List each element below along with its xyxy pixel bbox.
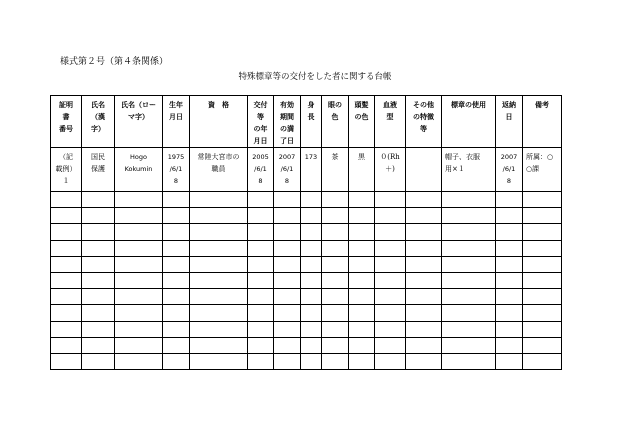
col-header-other-features: その他 の特徴 等 [406,96,442,148]
blank-cell [442,305,496,321]
blank-cell [51,353,82,369]
blank-cell [301,337,322,353]
blank-cell [496,240,523,256]
blank-cell [51,337,82,353]
blank-cell [163,224,190,240]
blank-cell [375,240,406,256]
blank-cell [274,240,301,256]
blank-cell [442,353,496,369]
blank-cell [248,289,274,305]
blank-cell [375,192,406,208]
blank-cell [274,256,301,272]
blank-cell [82,305,115,321]
blank-cell [349,305,375,321]
cell-expiry-date: 2007 /6/1 8 [274,148,301,192]
cell-name-romaji: Hogo Kokumin [115,148,163,192]
blank-row [51,337,562,353]
cell-return-date: 2007 /6/1 8 [496,148,523,192]
blank-cell [190,337,248,353]
blank-cell [496,353,523,369]
col-header-name-romaji: 氏名（ロー マ字） [115,96,163,148]
blank-cell [375,337,406,353]
blank-cell [190,289,248,305]
blank-cell [349,208,375,224]
cell-issue-date: 2005 /6/1 8 [248,148,274,192]
blank-cell [496,208,523,224]
example-row [51,148,562,192]
blank-cell [442,224,496,240]
blank-row [51,208,562,224]
blank-cell [274,337,301,353]
blank-row [51,240,562,256]
blank-cell [248,256,274,272]
blank-cell [442,192,496,208]
blank-cell [82,289,115,305]
blank-cell [322,337,349,353]
blank-cell [115,337,163,353]
blank-cell [442,240,496,256]
blank-cell [322,321,349,337]
col-header-qualification: 資 格 [190,96,248,148]
blank-cell [163,256,190,272]
col-header-certificate-number: 証明 書 番号 [51,96,82,148]
blank-cell [301,224,322,240]
blank-cell [301,353,322,369]
blank-cell [248,208,274,224]
blank-cell [322,192,349,208]
blank-cell [190,305,248,321]
blank-row [51,321,562,337]
cell-hair-color: 黒 [349,148,375,192]
blank-row [51,192,562,208]
cell-blood-type: ０(Rh ＋) [375,148,406,192]
blank-cell [301,272,322,288]
blank-cell [274,289,301,305]
blank-cell [322,256,349,272]
blank-cell [115,224,163,240]
blank-row [51,272,562,288]
col-header-return-date: 返納 日 [496,96,523,148]
blank-cell [51,256,82,272]
blank-cell [274,208,301,224]
blank-cell [349,256,375,272]
document-title: 特殊標章等の交付をした者に関する台帳 [238,72,392,82]
blank-cell [115,208,163,224]
blank-cell [406,272,442,288]
blank-cell [51,224,82,240]
blank-cell [349,337,375,353]
blank-row [51,305,562,321]
blank-cell [301,289,322,305]
col-header-name-kanji: 氏名 （漢 字） [82,96,115,148]
blank-cell [349,192,375,208]
col-header-emblem-use: 標章の使用 [442,96,496,148]
blank-cell [248,353,274,369]
blank-cell [349,240,375,256]
blank-cell [301,192,322,208]
blank-cell [349,321,375,337]
register-table [50,95,562,370]
cell-birth-date: 1975 /6/1 8 [163,148,190,192]
blank-cell [163,192,190,208]
blank-cell [274,192,301,208]
blank-cell [442,272,496,288]
blank-cell [523,208,562,224]
blank-cell [115,272,163,288]
blank-cell [523,305,562,321]
blank-cell [375,289,406,305]
blank-cell [375,305,406,321]
blank-cell [442,256,496,272]
blank-cell [406,256,442,272]
blank-cell [115,321,163,337]
blank-cell [496,224,523,240]
col-header-birth-date: 生年 月日 [163,96,190,148]
blank-cell [406,192,442,208]
blank-cell [248,272,274,288]
blank-cell [51,272,82,288]
blank-cell [406,289,442,305]
blank-cell [248,192,274,208]
col-header-height: 身 長 [301,96,322,148]
blank-cell [322,289,349,305]
blank-cell [442,321,496,337]
form-number: 様式第２号（第４条関係） [60,57,169,67]
blank-cell [523,224,562,240]
blank-cell [51,240,82,256]
blank-cell [163,337,190,353]
blank-cell [349,289,375,305]
blank-cell [115,353,163,369]
blank-cell [375,272,406,288]
blank-cell [190,321,248,337]
blank-cell [163,321,190,337]
blank-cell [375,321,406,337]
blank-cell [274,321,301,337]
blank-cell [190,240,248,256]
blank-cell [496,256,523,272]
blank-cell [375,208,406,224]
blank-row [51,289,562,305]
blank-cell [322,224,349,240]
blank-cell [163,353,190,369]
blank-cell [82,353,115,369]
blank-cell [190,272,248,288]
blank-cell [51,289,82,305]
cell-qualification: 常陸大宮市の 職員 [190,148,248,192]
blank-cell [406,240,442,256]
blank-cell [406,305,442,321]
cell-remarks: 所属：○ ○課 [523,148,562,192]
blank-cell [322,272,349,288]
blank-cell [523,256,562,272]
col-header-blood-type: 血液 型 [375,96,406,148]
blank-cell [163,208,190,224]
blank-cell [115,240,163,256]
blank-cell [322,305,349,321]
blank-cell [82,337,115,353]
blank-cell [322,240,349,256]
blank-cell [349,224,375,240]
blank-cell [442,289,496,305]
blank-cell [523,353,562,369]
blank-cell [523,321,562,337]
blank-cell [82,192,115,208]
blank-cell [523,289,562,305]
header-row [51,96,562,148]
blank-cell [248,321,274,337]
blank-cell [406,321,442,337]
blank-cell [82,321,115,337]
blank-cell [496,305,523,321]
blank-cell [375,256,406,272]
blank-cell [82,272,115,288]
cell-emblem-use: 帽子、衣服 用×１ [442,148,496,192]
col-header-remarks: 備考 [523,96,562,148]
blank-cell [163,289,190,305]
blank-cell [406,353,442,369]
blank-cell [248,224,274,240]
blank-cell [496,321,523,337]
blank-cell [190,208,248,224]
blank-cell [115,305,163,321]
blank-row [51,256,562,272]
blank-cell [523,192,562,208]
blank-cell [406,337,442,353]
blank-cell [375,224,406,240]
blank-cell [322,208,349,224]
blank-cell [190,224,248,240]
blank-cell [163,272,190,288]
blank-cell [115,289,163,305]
blank-row [51,353,562,369]
blank-cell [51,192,82,208]
blank-cell [190,256,248,272]
blank-cell [163,305,190,321]
cell-certificate-number: （記 載例） １ [51,148,82,192]
blank-cell [301,321,322,337]
blank-cell [51,305,82,321]
blank-cell [82,224,115,240]
blank-cell [523,272,562,288]
cell-eye-color: 茶 [322,148,349,192]
blank-cell [322,353,349,369]
blank-cell [301,256,322,272]
blank-cell [115,256,163,272]
blank-cell [51,208,82,224]
col-header-hair-color: 頭髪 の色 [349,96,375,148]
blank-cell [523,240,562,256]
blank-cell [349,353,375,369]
cell-height: 173 [301,148,322,192]
blank-cell [115,192,163,208]
blank-cell [190,353,248,369]
blank-cell [274,353,301,369]
blank-cell [349,272,375,288]
blank-cell [406,224,442,240]
blank-cell [51,321,82,337]
cell-name-kanji: 国民 保護 [82,148,115,192]
blank-cell [375,353,406,369]
blank-cell [248,305,274,321]
blank-cell [82,256,115,272]
blank-cell [301,305,322,321]
col-header-eye-color: 眼の 色 [322,96,349,148]
blank-cell [163,240,190,256]
blank-cell [496,337,523,353]
blank-cell [523,337,562,353]
blank-cell [406,208,442,224]
blank-cell [301,240,322,256]
blank-cell [442,337,496,353]
blank-cell [496,192,523,208]
blank-cell [190,192,248,208]
blank-cell [274,272,301,288]
blank-cell [274,305,301,321]
blank-row [51,224,562,240]
blank-cell [274,224,301,240]
cell-other-features [406,148,442,192]
blank-cell [496,289,523,305]
blank-cell [496,272,523,288]
blank-cell [248,240,274,256]
blank-cell [301,208,322,224]
col-header-issue-date: 交付 等 の年 月日 [248,96,274,148]
blank-cell [82,240,115,256]
blank-cell [442,208,496,224]
blank-cell [82,208,115,224]
col-header-expiry-date: 有効 期間 の満 了日 [274,96,301,148]
blank-cell [248,337,274,353]
